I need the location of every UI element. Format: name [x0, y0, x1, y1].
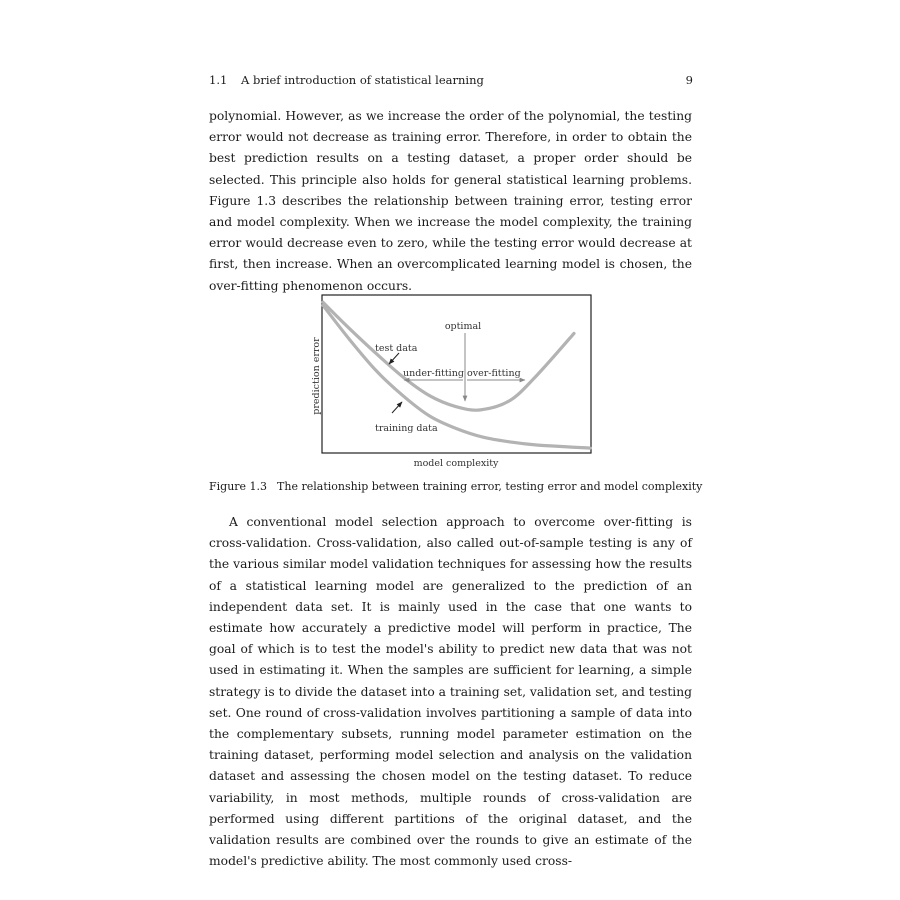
test-data-pointer [389, 353, 399, 364]
over-fitting-label: over-fitting [467, 368, 521, 379]
y-axis-label: prediction error [311, 337, 322, 415]
figure-caption-text: The relationship between training error, testing error and model complexity [277, 480, 703, 493]
body-paragraph-2: A conventional model selection approach to overcome over-fitting is cross-validation. Cross-validation, also called out-of-sample testing is any of the various similar model validation techniques for assessing how the results of a statistical learning model are generalized to the prediction of an independent data set. It is mainly used in the case that one wants to estimate how accurately a predictive model will perform in practice, The goal of which is to test the model's ability to predict new data that was not used in estimating it. When the samples are sufficient for learning, a simple strategy is to divide the dataset into a training set, validation set, and testing set. One round of cross-validation involves partitioning a sample of data into the complementary subsets, running model parameter estimation on the training dataset, performing model selection and analysis on the validation dataset and assessing the chosen model on the testing dataset. To reduce variability, in most methods, multiple rounds of cross-validation are performed using different partitions of the original dataset, and the validation results are combined over the rounds to give an estimate of the model's predictive ability. The most commonly used cross- [209, 515, 692, 869]
under-fitting-label: under-fitting [403, 368, 464, 379]
section-number: 1.1 [209, 73, 228, 87]
body-paragraph-1: polynomial. However, as we increase the order of the polynomial, the testing error would not decrease as training error. Therefore, in order to obtain the best prediction results on a testing dataset, a proper order should be selected. This principle also holds for general statistical learning problems. Figure 1.3 describes the relationship between training error, testing error and model complexity. When we increase the model complexity, the training error would decrease even to zero, while the testing error would decrease at first, then increase. When an overcomplicated learning model is chosen, the over-fitting phenomenon occurs. [209, 109, 692, 293]
optimal-label: optimal [444, 321, 482, 332]
running-header [209, 71, 693, 89]
training-data-pointer [392, 402, 402, 413]
figure-caption [209, 479, 703, 495]
training-data-label: training data [375, 423, 438, 434]
section-title: A brief introduction of statistical learning [241, 73, 484, 87]
figure-number: Figure 1.3 [209, 480, 268, 493]
x-axis-label: model complexity [413, 458, 499, 469]
test-error-curve [323, 302, 574, 410]
figure-1-3 [300, 294, 600, 474]
page-number: 9 [685, 73, 693, 87]
error-complexity-chart [300, 294, 600, 474]
test-data-label: test data [375, 343, 418, 354]
